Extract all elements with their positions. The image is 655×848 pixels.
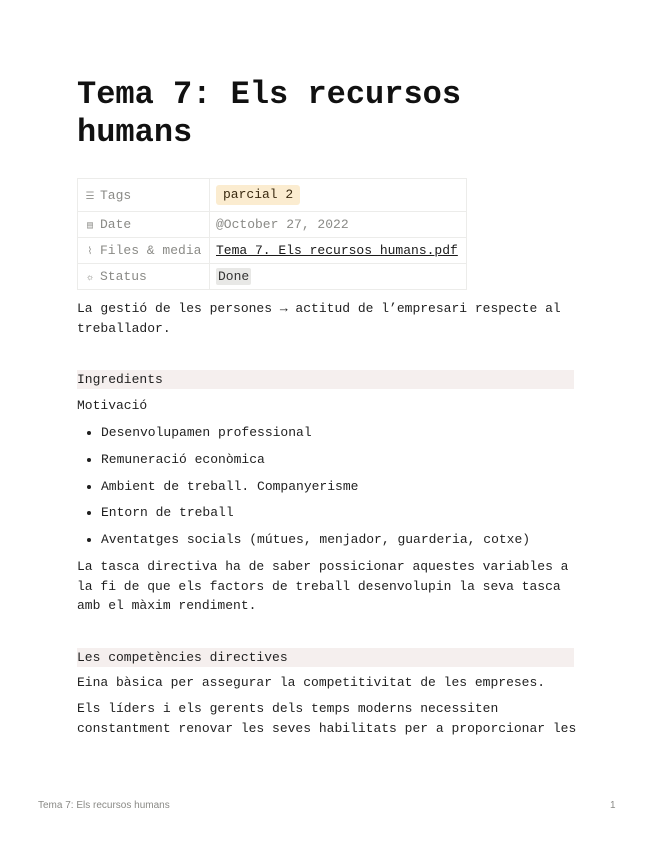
intro-paragraph: La gestió de les persones → actitud de l’empresari respecte al treballador. <box>77 301 561 336</box>
property-row-tags <box>78 179 467 212</box>
paragraph-lideres: Els líders i els gerents dels temps moderns necessiten constantment renovar les seves habilitats per a proporcionar les <box>77 701 577 736</box>
calendar-icon: ▤ <box>86 221 94 232</box>
subheading-motivacio: Motivació <box>77 398 148 413</box>
property-row-files <box>78 238 467 264</box>
property-key-date <box>78 212 210 238</box>
date-value[interactable]: @October 27, 2022 <box>216 217 349 232</box>
property-value-date[interactable] <box>210 212 467 238</box>
properties-table <box>77 178 467 290</box>
footer-title: Tema 7: Els recursos humans <box>38 800 170 811</box>
property-key-status <box>78 264 210 290</box>
section-heading-ingredients: Ingredients <box>77 370 574 389</box>
paragraph-eina-basica: Eina bàsica per assegurar la competitivitat de les empreses. <box>77 675 546 690</box>
section-heading-competencies: Les competències directives <box>77 648 574 667</box>
file-link[interactable]: Tema 7. Els recursos humans.pdf <box>216 243 458 258</box>
property-value-status[interactable] <box>210 264 467 290</box>
paperclip-icon: ⌇ <box>87 247 93 258</box>
status-badge[interactable]: Done <box>218 269 250 284</box>
property-row-status <box>78 264 467 290</box>
property-key-label: Status <box>100 269 147 284</box>
property-key-tags <box>78 179 210 212</box>
page-number: 1 <box>610 800 616 811</box>
property-row-date <box>78 212 467 238</box>
property-key-label: Files & media <box>100 243 202 258</box>
tag-badge[interactable]: parcial 2 <box>216 185 300 205</box>
list-icon: ☰ <box>85 191 95 203</box>
property-value-tags[interactable] <box>210 179 467 212</box>
status-icon: ☼ <box>86 273 93 284</box>
paragraph-tasca-directiva: La tasca directiva ha de saber possicionar aquestes variables a la fi de que els factors de treball desenvolupin la seva tasca amb el màxim rendiment. <box>77 559 569 613</box>
property-key-label: Date <box>100 217 132 232</box>
property-value-files[interactable] <box>210 238 467 264</box>
property-key-files <box>78 238 210 264</box>
page-title: Tema 7: Els recursos humans <box>77 76 462 151</box>
property-key-label: Tags <box>100 187 132 203</box>
